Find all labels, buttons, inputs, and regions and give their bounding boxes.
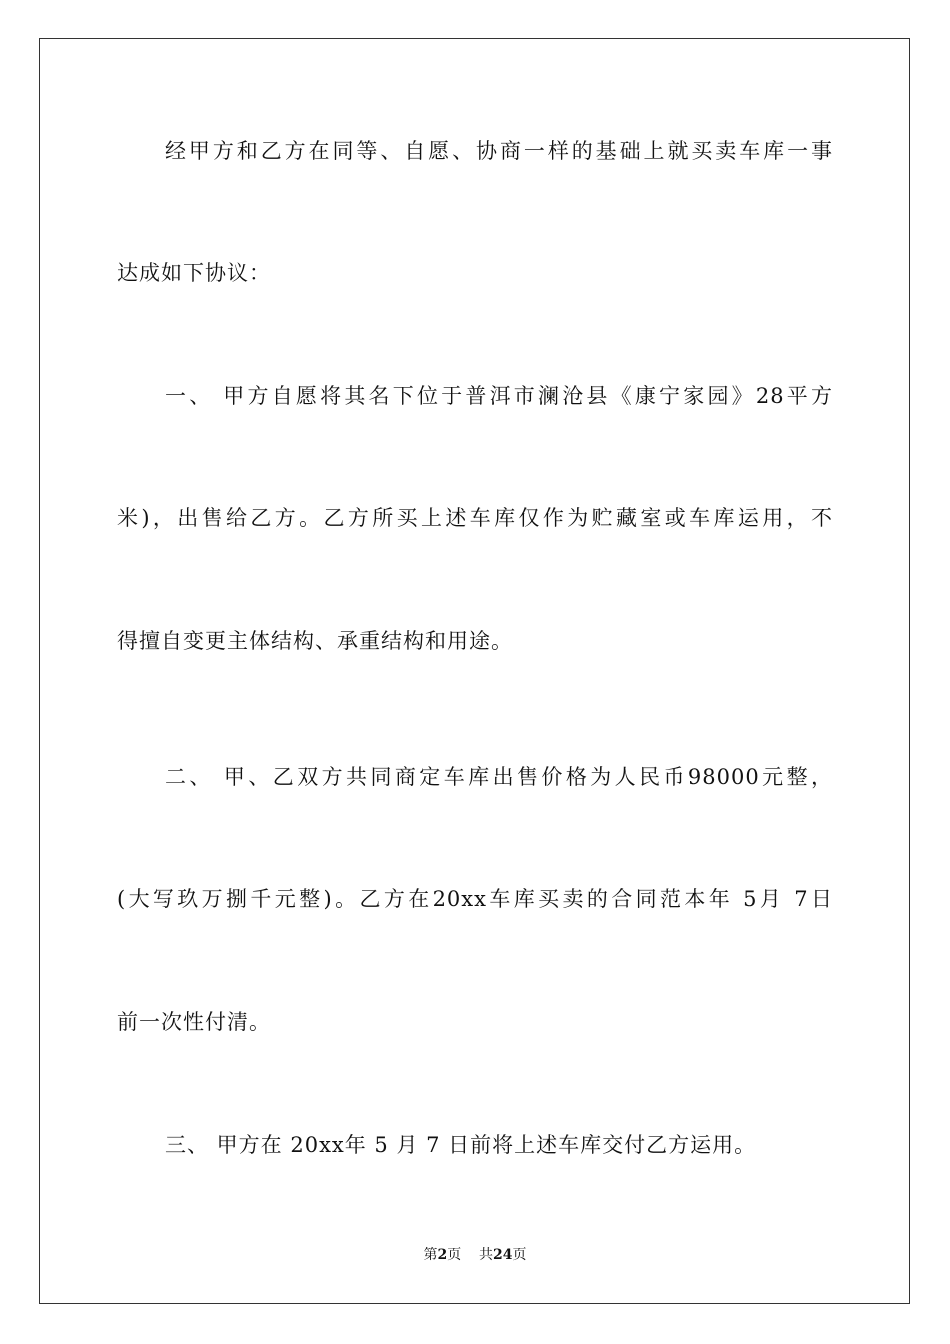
page-footer: [0, 1246, 950, 1264]
total-suffix: 页: [512, 1247, 527, 1263]
paragraph-intro-line-2: 达成如下协议：: [117, 261, 271, 285]
clause-1-line-1: 一、 甲方自愿将其名下位于普洱市澜沧县《康宁家园》28平方: [165, 384, 833, 408]
total-prefix: 共: [479, 1247, 494, 1263]
page-border: [39, 38, 910, 1304]
total-page-count: 24: [493, 1247, 513, 1263]
page-suffix: 页: [447, 1247, 462, 1263]
page-prefix: 第: [423, 1247, 438, 1263]
clause-1-line-3: 得擅自变更主体结构、承重结构和用途。: [117, 629, 513, 653]
clause-2-line-1: 二、 甲、乙双方共同商定车库出售价格为人民币98000元整，: [165, 765, 833, 789]
clause-3-line-1: 三、 甲方在 20xx年 5 月 7 日前将上述车库交付乙方运用。: [165, 1133, 757, 1157]
paragraph-intro-line-1: 经甲方和乙方在同等、自愿、协商一样的基础上就买卖车库一事: [165, 139, 833, 163]
clause-2-line-3: 前一次性付清。: [117, 1010, 271, 1034]
current-page-number: 2: [437, 1247, 448, 1263]
clause-1-line-2: 米)，出售给乙方。乙方所买上述车库仅作为贮藏室或车库运用，不: [117, 506, 833, 530]
clause-2-line-2: (大写玖万捌千元整)。乙方在20xx车库买卖的合同范本年 5月 7日: [117, 887, 833, 911]
